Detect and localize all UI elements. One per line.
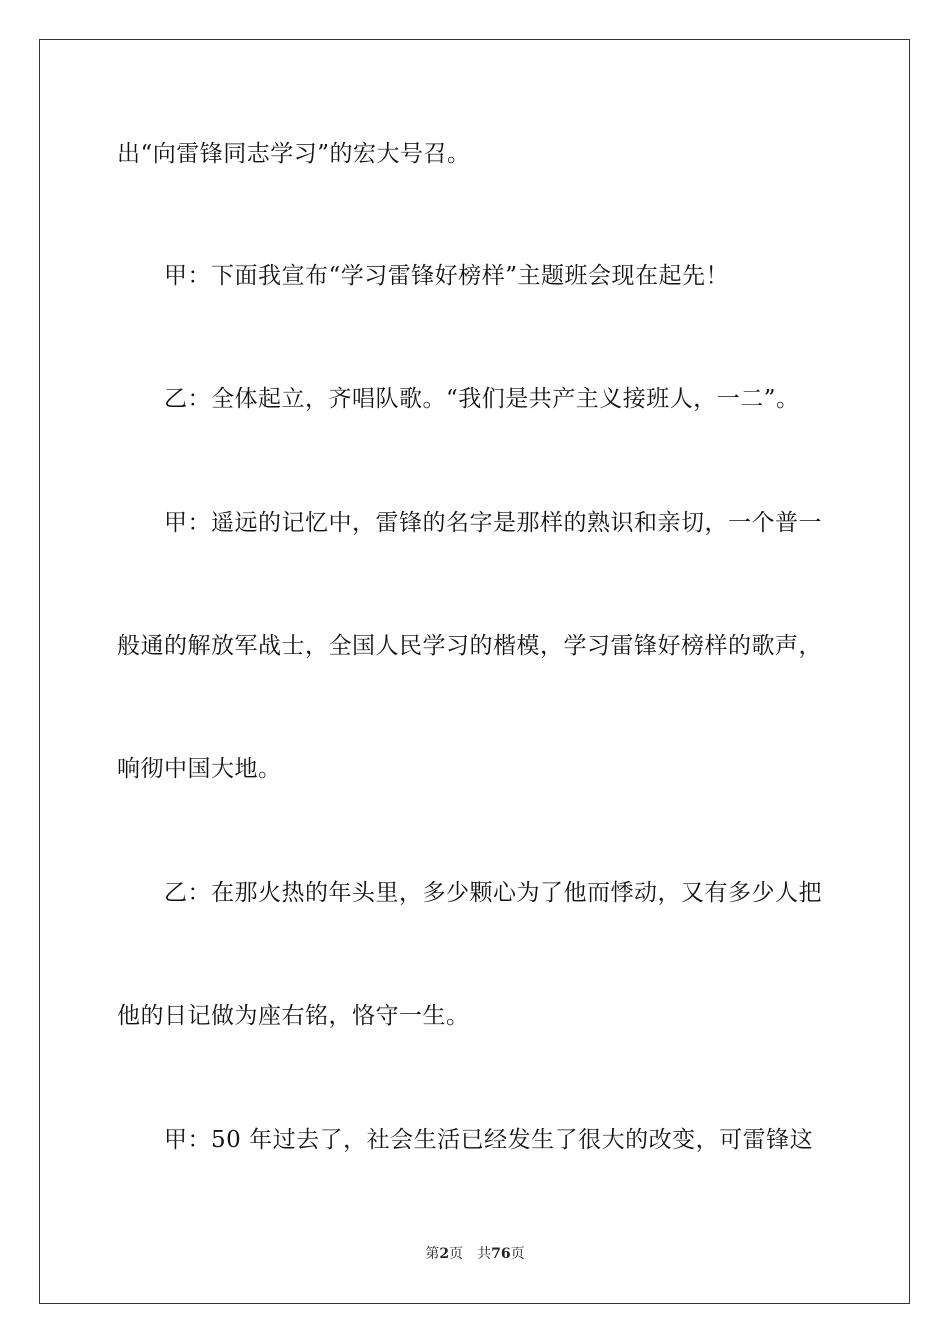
footer-total-suffix: 页 [510,1246,525,1262]
text-line-8: 他的日记做为座右铭，恪守一生。 [117,1003,470,1029]
footer-total-number: 76 [491,1246,511,1262]
text-line-3: 乙：全体起立，齐唱队歌。“我们是共产主义接班人，一二”。 [164,386,800,412]
page-border [39,39,910,1304]
text-line-9: 甲：50 年过去了，社会生活已经发生了很大的改变，可雷锋这 [164,1127,814,1153]
footer-page-prefix: 第 [425,1246,440,1262]
text-line-2: 甲：下面我宣布“学习雷锋好榜样”主题班会现在起先！ [164,263,730,289]
text-line-1: 出“向雷锋同志学习”的宏大号召。 [117,141,471,167]
text-line-6: 响彻中国大地。 [117,756,282,782]
text-line-4: 甲：遥远的记忆中，雷锋的名字是那样的熟识和亲切，一个普一 [164,510,822,536]
page-footer [0,1244,950,1264]
footer-page-suffix: 页 [449,1246,464,1262]
footer-total-prefix: 共 [477,1246,492,1262]
footer-page-number: 2 [439,1246,450,1262]
text-line-5: 般通的解放军战士，全国人民学习的楷模，学习雷锋好榜样的歌声， [117,633,822,659]
text-line-7: 乙：在那火热的年头里，多少颗心为了他而悸动，又有多少人把 [164,880,822,906]
